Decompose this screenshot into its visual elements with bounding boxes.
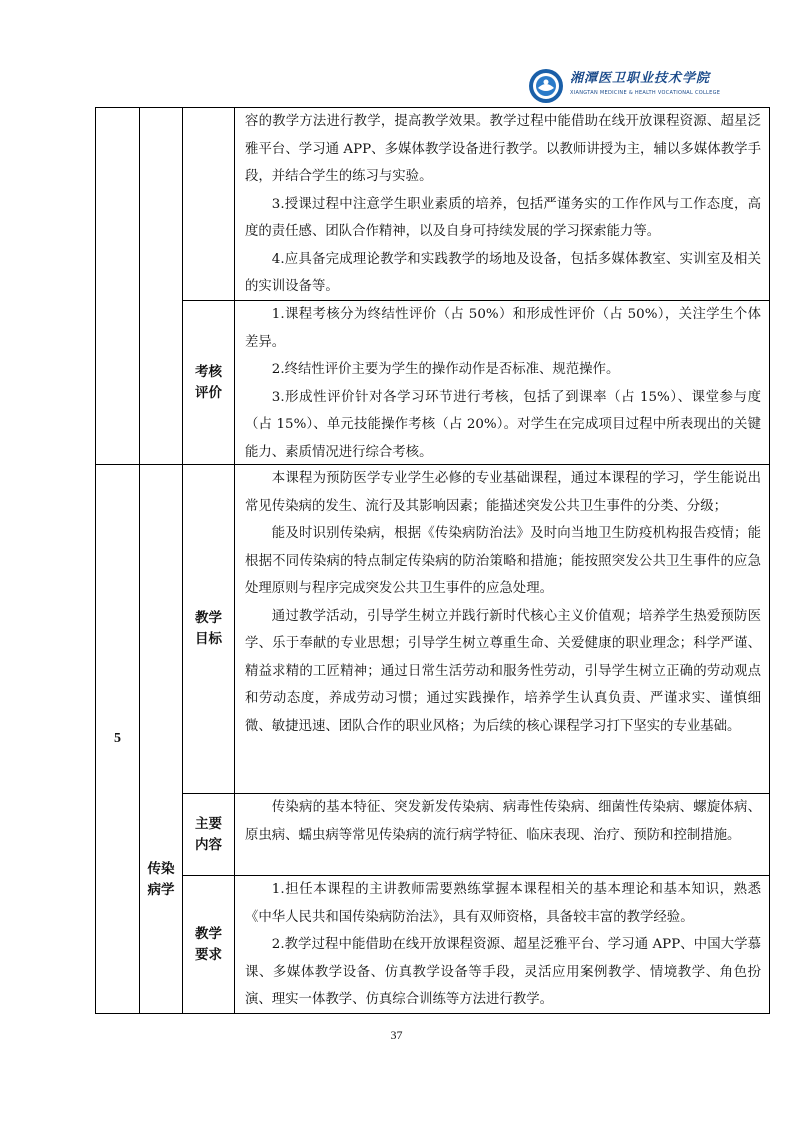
content-label-cell (183, 794, 235, 876)
paragraph: 3.形成性评价针对各学习环节进行考核，包括了到课率（占 15%）、课堂参与度（占 15%）、单元技能操作考核（占 20%）。对学生在完成项目过程中所表现出的关键能力、素质情况进行综合考核。 (245, 389, 761, 460)
college-logo (528, 64, 743, 108)
requirements-content (235, 876, 770, 1014)
paragraph: 1.担任本课程的主讲教师需要熟练掌握本课程相关的基本理论和基本知识，熟悉《中华人民共和国传染病防治法》，具有双师资格，具备较丰富的教学经验。 (245, 882, 761, 925)
goals-label-cell (183, 465, 235, 794)
teaching-requirements-cont (235, 108, 770, 301)
label-cell-requirements-prev (183, 108, 235, 301)
course-table (95, 107, 770, 1014)
content-label: 主要内容 (195, 815, 222, 853)
requirements-label-cell (183, 876, 235, 1014)
paragraph: 容的教学方法进行教学，提高教学效果。教学过程中能借助在线开放课程资源、超星泛雅平台、学习通 APP、多媒体教学设备进行教学。以教师讲授为主，辅以多媒体教学手段，并结合学生的练习与实验。 (245, 114, 761, 184)
course-name: 传染病学 (147, 861, 175, 898)
page-number: 37 (390, 1028, 403, 1042)
goals-label: 教学目标 (195, 610, 222, 647)
paragraph: 能及时识别传染病，根据《传染病防治法》及时向当地卫生防疫机构报告疫情；能根据不同传染病的特点制定传染病的防治策略和措施；能按照突发公共卫生事件的应急处理原则与程序完成突发公共卫生事件的应急处理。 (245, 526, 761, 596)
row-number-cell (96, 465, 140, 1014)
assessment-label-cell (183, 301, 235, 465)
college-name-cn: 湘潭医卫职业技术学院 (570, 71, 711, 86)
paragraph: 1.课程考核分为终结性评价（占 50%）和形成性评价（占 50%），关注学生个体差异。 (245, 307, 761, 350)
paragraph: 3.授课过程中注意学生职业素质的培养，包括严谨务实的工作作风与工作态度，高度的责任感、团队合作精神，以及自身可持续发展的学习探索能力等。 (245, 196, 761, 239)
paragraph: 通过教学活动，引导学生树立并践行新时代核心主义价值观；培养学生热爱预防医学、乐于奉献的专业思想；引导学生树立尊重生命、关爱健康的职业理念；科学严谨、精益求精的工匠精神；通过日常生活劳动和服务性劳动，引导学生树立正确的劳动观点和劳动态度，养成劳动习惯；通过实践操作，培养学生认真负责、严谨求实、谨慎细微、敏捷迅速、团队合作的职业风格；为后续的核心课程学习打下坚实的专业基础。 (245, 608, 761, 734)
college-emblem-icon (528, 68, 564, 104)
paragraph: 4.应具备完成理论教学和实践教学的场地及设备，包括多媒体教室、实训室及相关的实训设备等。 (245, 251, 761, 294)
assessment-content (235, 301, 770, 465)
paragraph: 传染病的基本特征、突发新发传染病、病毒性传染病、细菌性传染病、螺旋体病、原虫病、蠕虫病等常见传染病的流行病学特征、临床表现、治疗、预防和控制措施。 (245, 800, 761, 843)
college-name-en: XIANGTAN MEDICINE & HEALTH VOCATIONAL COLLEGE (570, 90, 721, 96)
course-cell-prev (140, 108, 183, 465)
assessment-label: 考核评价 (195, 363, 222, 401)
paragraph: 2.教学过程中能借助在线开放课程资源、超星泛雅平台、学习通 APP、中国大学慕课、多媒体教学设备、仿真教学设备等手段，灵活应用案例教学、情境教学、角色扮演、理实一体教学、仿真综合训练等方法进行教学。 (245, 937, 761, 1007)
row-number: 5 (114, 731, 121, 746)
paragraph: 2.终结性评价主要为学生的操作动作是否标准、规范操作。 (271, 362, 620, 377)
main-content (235, 794, 770, 876)
paragraph: 本课程为预防医学专业学生必修的专业基础课程，通过本课程的学习，学生能说出常见传染病的发生、流行及其影响因素；能描述突发公共卫生事件的分类、分级； (245, 471, 761, 514)
requirements-label: 教学要求 (195, 925, 222, 963)
course-name-cell (140, 465, 183, 1014)
goals-content (235, 465, 770, 794)
number-cell-prev (96, 108, 140, 465)
